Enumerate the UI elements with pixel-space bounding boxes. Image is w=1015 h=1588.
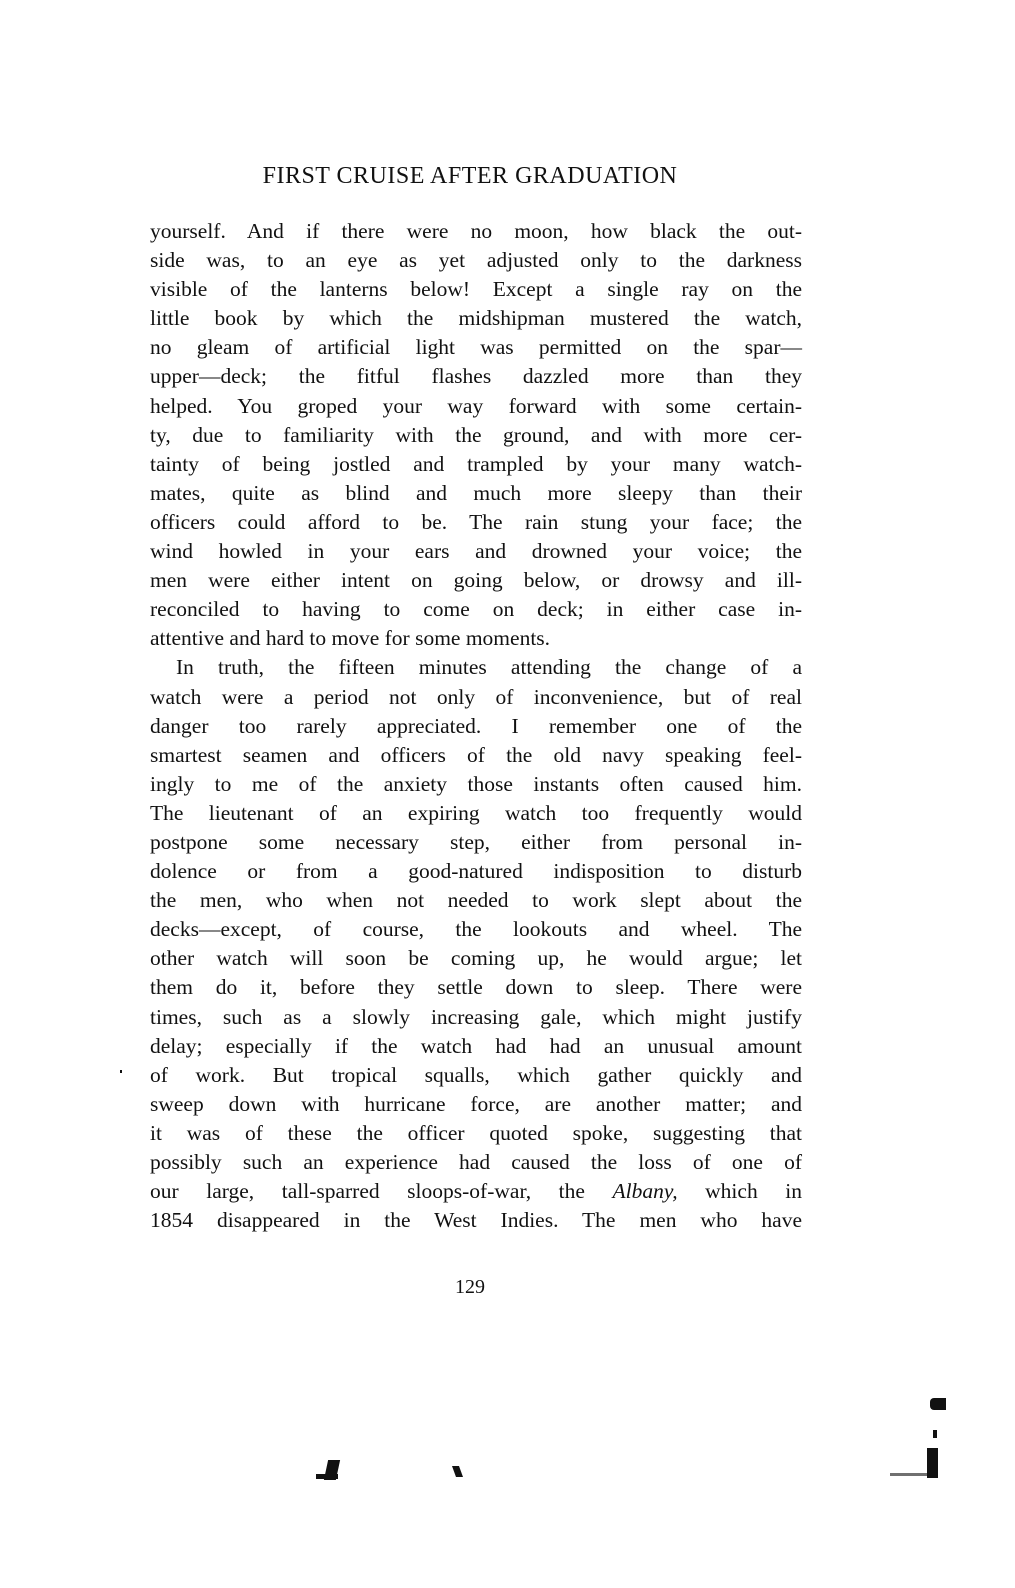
text-line: upper—deck; the fitful flashes dazzled more than they — [150, 364, 802, 389]
text-line: men were either intent on going below, or drowsy and ill- — [150, 568, 802, 593]
text-line: times, such as a slowly increasing gale, which might justify — [150, 1004, 802, 1029]
text-segment: our large, tall-sparred sloops-of-war, the — [150, 1179, 585, 1204]
scan-mark — [120, 1070, 122, 1073]
text-line: reconciled to having to come on deck; in either case in- — [150, 597, 802, 622]
text-line: of work. But tropical squalls, which gather quickly and — [150, 1062, 802, 1087]
ship-name: Albany, — [612, 1179, 678, 1204]
text-line: wind howled in your ears and drowned your voice; the — [150, 539, 802, 564]
text-line: side was, to an eye as yet adjusted only to the darkness — [150, 248, 802, 273]
scan-mark — [933, 1430, 937, 1438]
scan-mark — [890, 1473, 930, 1476]
text-segment: which in — [705, 1179, 802, 1204]
text-line: possibly such an experience had caused the loss of one of — [150, 1150, 802, 1174]
text-line: tainty of being jostled and trampled by your many watch- — [150, 451, 802, 476]
scan-mark — [930, 1398, 946, 1410]
text-line: dolence or from a good-natured indisposition to disturb — [150, 859, 802, 884]
text-line: danger too rarely appreciated. I remember one of the — [150, 713, 802, 738]
running-head: FIRST CRUISE AFTER GRADUATION — [262, 163, 678, 189]
text-line-with-ship-name — [150, 1177, 802, 1206]
text-line: attentive and hard to move for some moments. — [150, 626, 551, 651]
text-line: it was of these the officer quoted spoke, suggesting that — [150, 1120, 802, 1145]
scan-mark — [452, 1466, 463, 1477]
text-line: yourself. And if there were no moon, how black the out- — [150, 219, 802, 243]
text-line: sweep down with hurricane force, are another matter; and — [150, 1091, 802, 1116]
text-line: postpone some necessary step, either from personal in- — [150, 829, 802, 854]
scan-mark — [316, 1474, 338, 1479]
text-line: them do it, before they settle down to sleep. There were — [150, 975, 802, 1000]
text-line: ty, due to familiarity with the ground, and with more cer- — [150, 422, 802, 447]
text-line: little book by which the midshipman mustered the watch, — [150, 306, 802, 331]
text-line: the men, who when not needed to work slept about the — [150, 888, 802, 913]
text-line: visible of the lanterns below! Except a single ray on the — [150, 277, 802, 302]
page-number: 129 — [455, 1276, 485, 1298]
text-line: watch were a period not only of inconvenience, but of real — [150, 684, 802, 709]
body-text — [150, 217, 802, 1235]
text-line: smartest seamen and officers of the old navy speaking feel- — [150, 742, 802, 767]
text-line: 1854 disappeared in the West Indies. The men who have — [150, 1208, 802, 1233]
text-line: ingly to me of the anxiety those instants often caused him. — [150, 771, 802, 796]
paragraph-start-line: In truth, the fifteen minutes attending the change of a — [176, 655, 802, 680]
text-line: mates, quite as blind and much more sleepy than their — [150, 480, 802, 505]
text-line: other watch will soon be coming up, he would argue; let — [150, 946, 802, 971]
text-line: decks—except, of course, the lookouts and wheel. The — [150, 917, 802, 942]
text-line: no gleam of artificial light was permitted on the spar— — [150, 335, 802, 360]
text-line: officers could afford to be. The rain stung your face; the — [150, 509, 802, 534]
text-line: delay; especially if the watch had had an unusual amount — [150, 1033, 802, 1058]
text-line: The lieutenant of an expiring watch too frequently would — [150, 800, 802, 825]
text-line: helped. You groped your way forward with some certain- — [150, 393, 802, 418]
